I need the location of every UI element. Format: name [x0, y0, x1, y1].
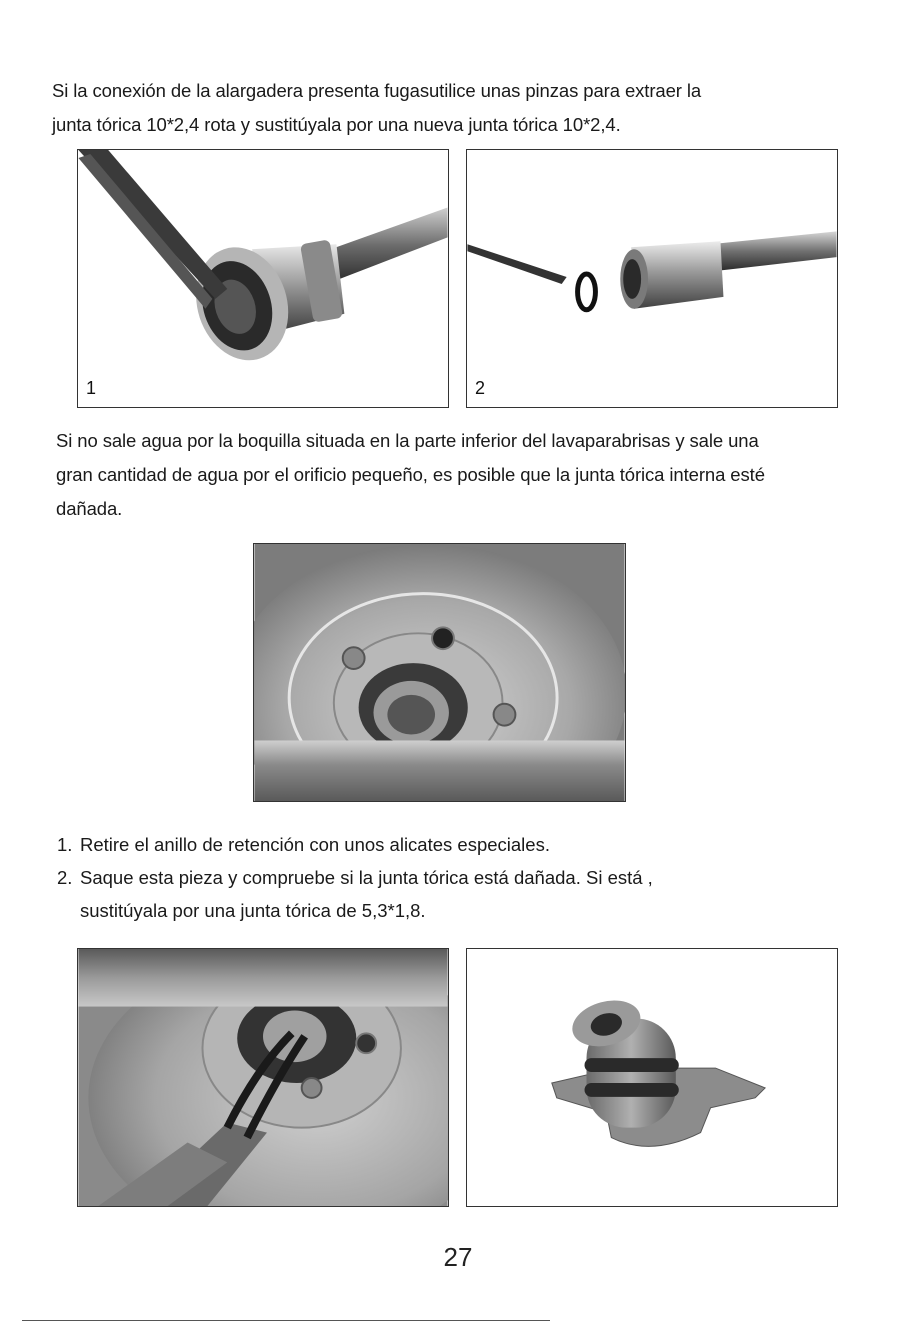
step-text-2-continued: sustitúyala por una junta tórica de 5,3*1,8.: [80, 900, 426, 921]
intro-line-2: junta tórica 10*2,4 rota y sustitúyala por una nueva junta tórica 10*2,4.: [52, 114, 621, 135]
steps-list: [57, 828, 653, 927]
step-item-1: [57, 828, 653, 861]
intro-line-1: Si la conexión de la alargadera presenta fugasutilice unas pinzas para extraer la: [52, 80, 702, 101]
photo-2-illustration: [467, 150, 837, 407]
photo-5-illustration: [467, 949, 837, 1206]
photo-removed-oring: [466, 149, 838, 408]
photo-removed-part: [466, 948, 838, 1207]
photo-3-illustration: [254, 544, 625, 801]
page-number: 27: [443, 1242, 473, 1272]
leak-line-3: dañada.: [56, 498, 123, 519]
step-item-2: [57, 861, 653, 927]
photo-pliers-retaining-ring: [77, 948, 449, 1207]
step-number-2: 2.: [57, 867, 73, 888]
photo-4-illustration: [78, 949, 448, 1206]
step-number-1: 1.: [57, 834, 73, 855]
figure-number-1: 1: [86, 378, 97, 398]
leak-line-1: Si no sale agua por la boquilla situada en la parte inferior del lavaparabrisas y sale una: [56, 430, 759, 451]
leak-line-2: gran cantidad de agua por el orificio pequeño, es posible que la junta tórica interna esté: [56, 464, 765, 485]
step-text-1: Retire el anillo de retención con unos alicates especiales.: [80, 834, 550, 855]
photo-washer-underside: [253, 543, 626, 802]
leak-paragraph: [56, 424, 765, 526]
photo-1-illustration: [78, 150, 448, 407]
step-text-2: Saque esta pieza y compruebe si la junta tórica está dañada. Si está ,: [80, 867, 653, 888]
figure-number-2: 2: [475, 378, 486, 398]
footer-rule: [22, 1320, 550, 1321]
intro-paragraph: [52, 74, 701, 142]
photo-tweezers-oring-removal: [77, 149, 449, 408]
